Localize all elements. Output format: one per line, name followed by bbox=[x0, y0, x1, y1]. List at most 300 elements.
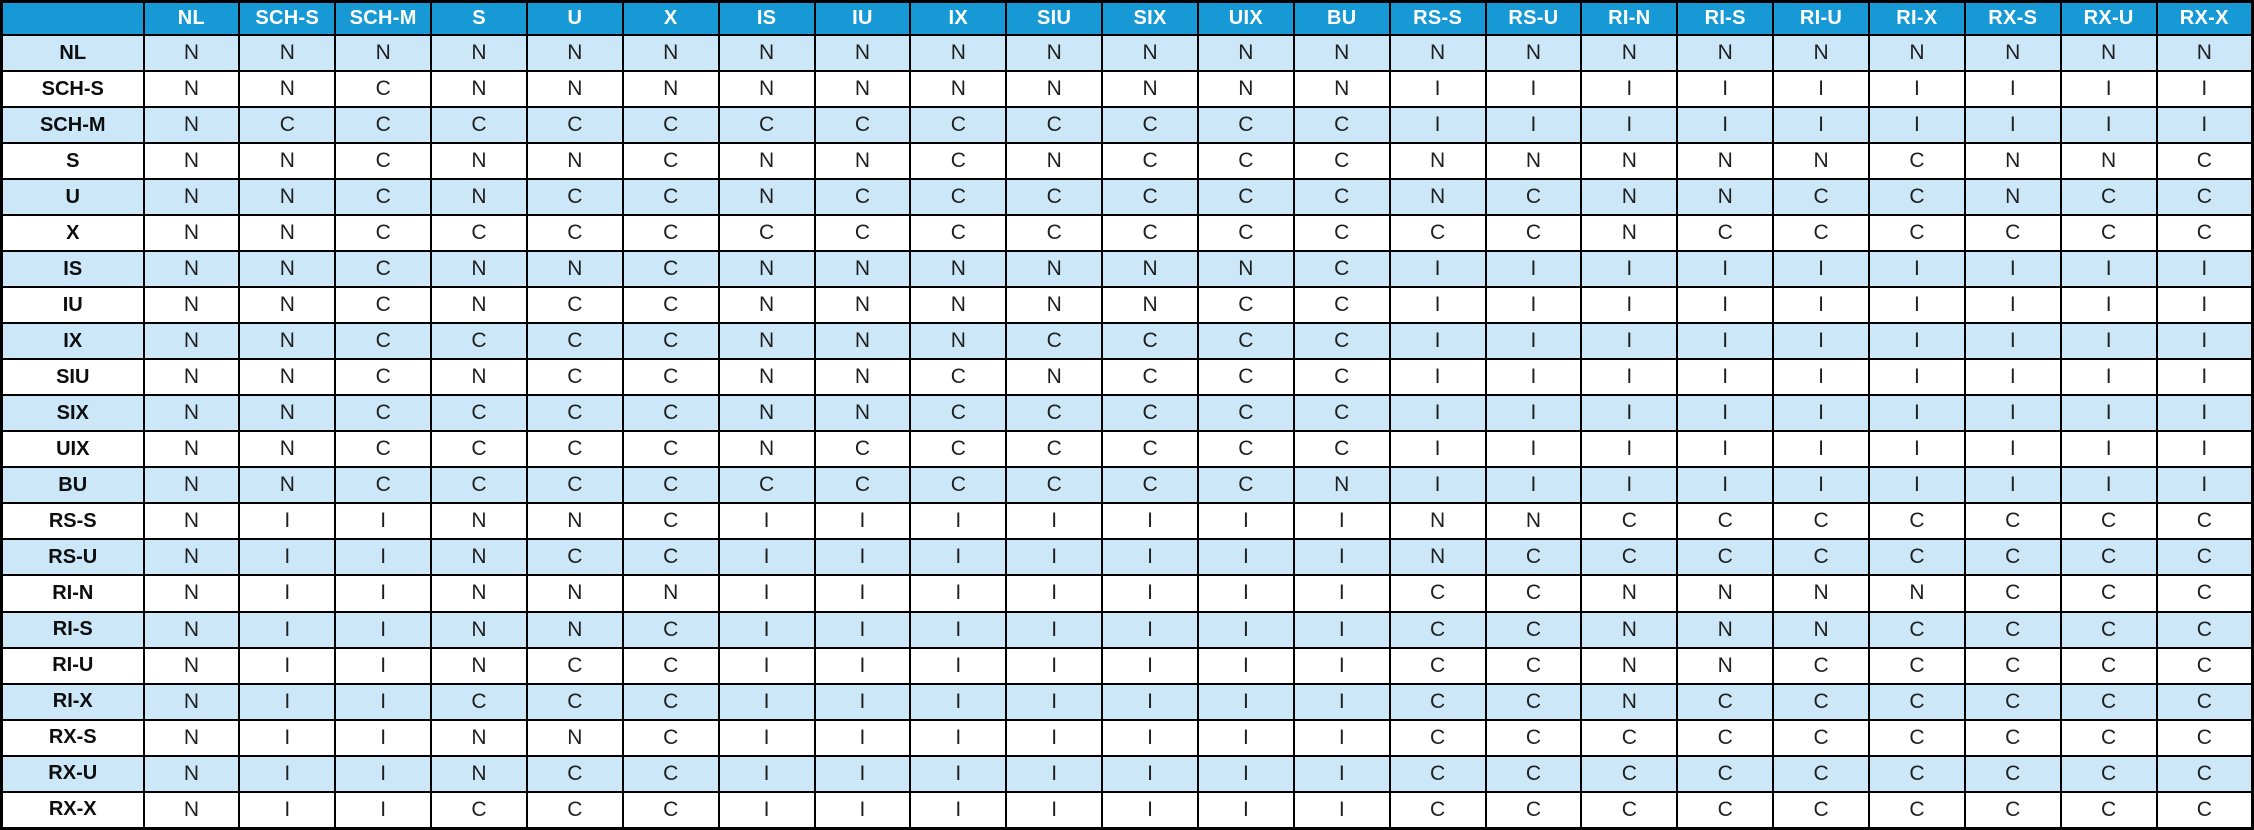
matrix-cell-rx-u-sch-s: I bbox=[239, 756, 335, 792]
matrix-cell-s-six: C bbox=[1102, 143, 1198, 179]
matrix-cell-ri-s-six: I bbox=[1102, 612, 1198, 648]
matrix-cell-ri-u-ri-s: N bbox=[1677, 648, 1773, 684]
matrix-cell-ri-x-six: I bbox=[1102, 684, 1198, 720]
matrix-cell-rx-s-ri-u: C bbox=[1773, 720, 1869, 756]
matrix-cell-x-rs-u: C bbox=[1486, 215, 1582, 251]
matrix-cell-rs-u-sch-s: I bbox=[239, 539, 335, 575]
matrix-cell-x-ix: C bbox=[910, 215, 1006, 251]
matrix-cell-sch-m-six: C bbox=[1102, 107, 1198, 143]
matrix-cell-uix-rs-u: I bbox=[1486, 431, 1582, 467]
matrix-cell-sch-m-sch-s: C bbox=[239, 107, 335, 143]
matrix-cell-rx-u-rx-x: C bbox=[2157, 756, 2253, 792]
matrix-cell-sch-s-ix: N bbox=[910, 71, 1006, 107]
matrix-cell-bu-bu: N bbox=[1294, 467, 1390, 503]
matrix-cell-sch-s-iu: N bbox=[815, 71, 911, 107]
column-header-x: X bbox=[623, 2, 719, 36]
column-header-rx-u: RX-U bbox=[2061, 2, 2157, 36]
matrix-cell-s-bu: C bbox=[1294, 143, 1390, 179]
matrix-cell-rx-x-s: C bbox=[431, 792, 527, 829]
matrix-cell-x-six: C bbox=[1102, 215, 1198, 251]
matrix-cell-rx-s-rs-s: C bbox=[1390, 720, 1486, 756]
matrix-cell-is-ri-s: I bbox=[1677, 251, 1773, 287]
matrix-cell-rx-x-ri-x: C bbox=[1869, 792, 1965, 829]
matrix-cell-rx-u-ix: I bbox=[910, 756, 1006, 792]
matrix-cell-bu-ri-x: I bbox=[1869, 467, 1965, 503]
matrix-cell-bu-sch-m: C bbox=[335, 467, 431, 503]
matrix-cell-is-nl: N bbox=[144, 251, 240, 287]
matrix-cell-iu-rx-u: I bbox=[2061, 287, 2157, 323]
matrix-cell-siu-rx-u: I bbox=[2061, 359, 2157, 395]
matrix-cell-rx-u-nl: N bbox=[144, 756, 240, 792]
matrix-cell-u-ri-u: C bbox=[1773, 179, 1869, 215]
matrix-cell-siu-is: N bbox=[719, 359, 815, 395]
matrix-cell-rx-x-ix: I bbox=[910, 792, 1006, 829]
matrix-cell-six-bu: C bbox=[1294, 395, 1390, 431]
matrix-cell-ix-ri-x: I bbox=[1869, 323, 1965, 359]
matrix-cell-sch-m-nl: N bbox=[144, 107, 240, 143]
matrix-cell-six-ri-n: I bbox=[1581, 395, 1677, 431]
matrix-cell-uix-sch-s: N bbox=[239, 431, 335, 467]
matrix-cell-siu-ri-n: I bbox=[1581, 359, 1677, 395]
matrix-cell-nl-x: N bbox=[623, 35, 719, 71]
matrix-cell-ri-n-nl: N bbox=[144, 575, 240, 611]
matrix-cell-sch-m-ri-x: I bbox=[1869, 107, 1965, 143]
matrix-cell-is-ri-x: I bbox=[1869, 251, 1965, 287]
matrix-cell-six-six: C bbox=[1102, 395, 1198, 431]
matrix-cell-rs-u-nl: N bbox=[144, 539, 240, 575]
matrix-cell-rs-u-ri-n: C bbox=[1581, 539, 1677, 575]
matrix-cell-sch-s-rs-s: I bbox=[1390, 71, 1486, 107]
matrix-cell-s-rx-x: C bbox=[2157, 143, 2253, 179]
matrix-cell-uix-siu: C bbox=[1006, 431, 1102, 467]
matrix-cell-ri-x-rs-u: C bbox=[1486, 684, 1582, 720]
table-header bbox=[2, 2, 2253, 36]
matrix-cell-ri-s-uix: I bbox=[1198, 612, 1294, 648]
matrix-cell-x-ri-n: N bbox=[1581, 215, 1677, 251]
column-header-sch-s: SCH-S bbox=[239, 2, 335, 36]
matrix-cell-u-bu: C bbox=[1294, 179, 1390, 215]
matrix-cell-sch-m-s: C bbox=[431, 107, 527, 143]
matrix-cell-six-x: C bbox=[623, 395, 719, 431]
matrix-cell-nl-ri-x: N bbox=[1869, 35, 1965, 71]
matrix-cell-rs-s-sch-m: I bbox=[335, 503, 431, 539]
matrix-cell-ri-s-rs-s: C bbox=[1390, 612, 1486, 648]
matrix-cell-u-sch-s: N bbox=[239, 179, 335, 215]
matrix-cell-nl-rs-s: N bbox=[1390, 35, 1486, 71]
row-header-uix: UIX bbox=[2, 431, 144, 467]
matrix-row-is bbox=[2, 251, 2253, 287]
matrix-cell-bu-ix: C bbox=[910, 467, 1006, 503]
matrix-cell-x-ri-x: C bbox=[1869, 215, 1965, 251]
matrix-cell-ri-u-ri-u: C bbox=[1773, 648, 1869, 684]
matrix-cell-s-is: N bbox=[719, 143, 815, 179]
matrix-cell-x-uix: C bbox=[1198, 215, 1294, 251]
matrix-cell-rx-x-ri-s: C bbox=[1677, 792, 1773, 829]
matrix-cell-uix-ri-u: I bbox=[1773, 431, 1869, 467]
matrix-cell-x-siu: C bbox=[1006, 215, 1102, 251]
matrix-cell-is-u: N bbox=[527, 251, 623, 287]
matrix-cell-is-rx-u: I bbox=[2061, 251, 2157, 287]
row-header-sch-s: SCH-S bbox=[2, 71, 144, 107]
matrix-cell-siu-sch-m: C bbox=[335, 359, 431, 395]
matrix-cell-ri-s-is: I bbox=[719, 612, 815, 648]
matrix-cell-sch-m-rx-u: I bbox=[2061, 107, 2157, 143]
matrix-cell-rx-x-ri-u: C bbox=[1773, 792, 1869, 829]
matrix-row-ri-x bbox=[2, 684, 2253, 720]
matrix-cell-bu-uix: C bbox=[1198, 467, 1294, 503]
matrix-cell-nl-ri-n: N bbox=[1581, 35, 1677, 71]
header-row bbox=[2, 2, 2253, 36]
matrix-cell-iu-sch-m: C bbox=[335, 287, 431, 323]
matrix-cell-iu-rx-s: I bbox=[1965, 287, 2061, 323]
matrix-cell-sch-s-sch-m: C bbox=[335, 71, 431, 107]
matrix-cell-rs-s-nl: N bbox=[144, 503, 240, 539]
matrix-cell-sch-m-rs-u: I bbox=[1486, 107, 1582, 143]
table-body bbox=[2, 35, 2253, 829]
matrix-cell-ix-ix: N bbox=[910, 323, 1006, 359]
matrix-cell-rx-s-rx-s: C bbox=[1965, 720, 2061, 756]
matrix-cell-rx-x-sch-s: I bbox=[239, 792, 335, 829]
matrix-cell-rx-u-ri-x: C bbox=[1869, 756, 1965, 792]
matrix-cell-is-ri-n: I bbox=[1581, 251, 1677, 287]
matrix-cell-ri-n-rx-x: C bbox=[2157, 575, 2253, 611]
matrix-cell-rx-u-s: N bbox=[431, 756, 527, 792]
matrix-cell-u-iu: C bbox=[815, 179, 911, 215]
matrix-cell-sch-m-ri-n: I bbox=[1581, 107, 1677, 143]
column-header-nl: NL bbox=[144, 2, 240, 36]
matrix-cell-six-siu: C bbox=[1006, 395, 1102, 431]
matrix-cell-is-rs-u: I bbox=[1486, 251, 1582, 287]
matrix-cell-u-siu: C bbox=[1006, 179, 1102, 215]
matrix-cell-rs-u-iu: I bbox=[815, 539, 911, 575]
matrix-row-rs-u bbox=[2, 539, 2253, 575]
matrix-cell-bu-iu: C bbox=[815, 467, 911, 503]
matrix-cell-rx-s-is: I bbox=[719, 720, 815, 756]
matrix-cell-iu-x: C bbox=[623, 287, 719, 323]
matrix-cell-bu-rs-s: I bbox=[1390, 467, 1486, 503]
matrix-cell-uix-u: C bbox=[527, 431, 623, 467]
matrix-cell-rx-s-bu: I bbox=[1294, 720, 1390, 756]
matrix-cell-ri-x-rs-s: C bbox=[1390, 684, 1486, 720]
matrix-cell-rs-u-x: C bbox=[623, 539, 719, 575]
matrix-cell-is-ix: N bbox=[910, 251, 1006, 287]
matrix-cell-ix-nl: N bbox=[144, 323, 240, 359]
matrix-row-ri-n bbox=[2, 575, 2253, 611]
matrix-cell-nl-uix: N bbox=[1198, 35, 1294, 71]
matrix-cell-is-sch-s: N bbox=[239, 251, 335, 287]
matrix-cell-is-x: C bbox=[623, 251, 719, 287]
matrix-cell-s-nl: N bbox=[144, 143, 240, 179]
matrix-cell-uix-ri-x: I bbox=[1869, 431, 1965, 467]
matrix-cell-ri-n-rs-s: C bbox=[1390, 575, 1486, 611]
matrix-cell-nl-ix: N bbox=[910, 35, 1006, 71]
matrix-cell-rs-s-iu: I bbox=[815, 503, 911, 539]
matrix-cell-ri-s-rx-u: C bbox=[2061, 612, 2157, 648]
matrix-cell-nl-rx-x: N bbox=[2157, 35, 2253, 71]
matrix-cell-rs-u-rs-s: N bbox=[1390, 539, 1486, 575]
matrix-cell-iu-siu: N bbox=[1006, 287, 1102, 323]
matrix-cell-s-rx-u: N bbox=[2061, 143, 2157, 179]
row-header-x: X bbox=[2, 215, 144, 251]
matrix-cell-sch-s-ri-s: I bbox=[1677, 71, 1773, 107]
matrix-cell-s-x: C bbox=[623, 143, 719, 179]
column-header-u: U bbox=[527, 2, 623, 36]
matrix-cell-ri-u-six: I bbox=[1102, 648, 1198, 684]
matrix-cell-ri-u-siu: I bbox=[1006, 648, 1102, 684]
matrix-cell-ri-s-rx-x: C bbox=[2157, 612, 2253, 648]
matrix-row-ri-u bbox=[2, 648, 2253, 684]
matrix-cell-uix-rx-s: I bbox=[1965, 431, 2061, 467]
matrix-cell-u-nl: N bbox=[144, 179, 240, 215]
matrix-cell-bu-s: C bbox=[431, 467, 527, 503]
matrix-cell-ri-u-rx-s: C bbox=[1965, 648, 2061, 684]
matrix-cell-ri-n-x: N bbox=[623, 575, 719, 611]
matrix-cell-is-s: N bbox=[431, 251, 527, 287]
matrix-cell-rx-u-six: I bbox=[1102, 756, 1198, 792]
matrix-cell-ri-n-uix: I bbox=[1198, 575, 1294, 611]
matrix-cell-ri-n-ri-x: N bbox=[1869, 575, 1965, 611]
matrix-cell-rs-s-rx-u: C bbox=[2061, 503, 2157, 539]
column-header-ri-s: RI-S bbox=[1677, 2, 1773, 36]
matrix-cell-six-sch-s: N bbox=[239, 395, 335, 431]
matrix-cell-ri-n-sch-m: I bbox=[335, 575, 431, 611]
row-header-ri-n: RI-N bbox=[2, 575, 144, 611]
matrix-cell-s-rs-u: N bbox=[1486, 143, 1582, 179]
matrix-cell-siu-iu: N bbox=[815, 359, 911, 395]
matrix-cell-rx-x-rs-u: C bbox=[1486, 792, 1582, 829]
matrix-cell-siu-siu: N bbox=[1006, 359, 1102, 395]
matrix-cell-ri-s-u: N bbox=[527, 612, 623, 648]
matrix-cell-bu-rx-s: I bbox=[1965, 467, 2061, 503]
matrix-cell-x-ri-s: C bbox=[1677, 215, 1773, 251]
row-header-sch-m: SCH-M bbox=[2, 107, 144, 143]
matrix-cell-iu-bu: C bbox=[1294, 287, 1390, 323]
matrix-cell-ri-u-nl: N bbox=[144, 648, 240, 684]
matrix-cell-ix-s: C bbox=[431, 323, 527, 359]
matrix-cell-rx-s-ri-n: C bbox=[1581, 720, 1677, 756]
matrix-cell-rs-s-sch-s: I bbox=[239, 503, 335, 539]
matrix-cell-ix-bu: C bbox=[1294, 323, 1390, 359]
matrix-cell-ri-x-rx-u: C bbox=[2061, 684, 2157, 720]
matrix-cell-uix-uix: C bbox=[1198, 431, 1294, 467]
matrix-cell-ri-n-iu: I bbox=[815, 575, 911, 611]
matrix-cell-sch-s-nl: N bbox=[144, 71, 240, 107]
matrix-cell-s-ix: C bbox=[910, 143, 1006, 179]
matrix-cell-iu-ri-n: I bbox=[1581, 287, 1677, 323]
matrix-cell-ri-n-sch-s: I bbox=[239, 575, 335, 611]
column-header-rx-x: RX-X bbox=[2157, 2, 2253, 36]
matrix-cell-sch-s-rs-u: I bbox=[1486, 71, 1582, 107]
matrix-cell-s-rx-s: N bbox=[1965, 143, 2061, 179]
matrix-cell-rx-x-x: C bbox=[623, 792, 719, 829]
row-header-rx-x: RX-X bbox=[2, 792, 144, 829]
matrix-cell-nl-iu: N bbox=[815, 35, 911, 71]
matrix-cell-rs-u-u: C bbox=[527, 539, 623, 575]
row-header-six: SIX bbox=[2, 395, 144, 431]
matrix-cell-six-rx-u: I bbox=[2061, 395, 2157, 431]
matrix-cell-bu-siu: C bbox=[1006, 467, 1102, 503]
matrix-cell-rx-s-six: I bbox=[1102, 720, 1198, 756]
matrix-cell-ri-s-x: C bbox=[623, 612, 719, 648]
matrix-cell-rx-x-nl: N bbox=[144, 792, 240, 829]
matrix-cell-iu-rs-u: I bbox=[1486, 287, 1582, 323]
matrix-cell-x-s: C bbox=[431, 215, 527, 251]
matrix-cell-ri-n-ri-s: N bbox=[1677, 575, 1773, 611]
matrix-cell-ri-x-x: C bbox=[623, 684, 719, 720]
matrix-cell-ri-x-sch-s: I bbox=[239, 684, 335, 720]
matrix-cell-is-siu: N bbox=[1006, 251, 1102, 287]
row-header-rs-s: RS-S bbox=[2, 503, 144, 539]
matrix-cell-sch-m-is: C bbox=[719, 107, 815, 143]
matrix-cell-ri-x-bu: I bbox=[1294, 684, 1390, 720]
matrix-cell-rx-s-nl: N bbox=[144, 720, 240, 756]
matrix-cell-ri-x-s: C bbox=[431, 684, 527, 720]
matrix-cell-rx-u-ri-n: C bbox=[1581, 756, 1677, 792]
column-header-ix: IX bbox=[910, 2, 1006, 36]
matrix-cell-sch-s-s: N bbox=[431, 71, 527, 107]
matrix-cell-rx-s-rx-u: C bbox=[2061, 720, 2157, 756]
matrix-cell-ri-x-u: C bbox=[527, 684, 623, 720]
matrix-cell-rs-s-rx-x: C bbox=[2157, 503, 2253, 539]
matrix-cell-rx-s-ri-s: C bbox=[1677, 720, 1773, 756]
matrix-cell-uix-six: C bbox=[1102, 431, 1198, 467]
matrix-cell-ix-rs-u: I bbox=[1486, 323, 1582, 359]
matrix-cell-u-is: N bbox=[719, 179, 815, 215]
matrix-cell-ri-n-rs-u: C bbox=[1486, 575, 1582, 611]
matrix-cell-ri-x-nl: N bbox=[144, 684, 240, 720]
matrix-cell-s-siu: N bbox=[1006, 143, 1102, 179]
matrix-cell-x-x: C bbox=[623, 215, 719, 251]
matrix-cell-ri-s-ri-x: C bbox=[1869, 612, 1965, 648]
matrix-cell-ri-s-s: N bbox=[431, 612, 527, 648]
matrix-cell-iu-s: N bbox=[431, 287, 527, 323]
matrix-cell-ri-u-uix: I bbox=[1198, 648, 1294, 684]
matrix-cell-u-ri-x: C bbox=[1869, 179, 1965, 215]
matrix-cell-rs-s-six: I bbox=[1102, 503, 1198, 539]
matrix-cell-is-six: N bbox=[1102, 251, 1198, 287]
matrix-cell-rx-s-rs-u: C bbox=[1486, 720, 1582, 756]
matrix-cell-rx-s-rx-x: C bbox=[2157, 720, 2253, 756]
matrix-cell-siu-rx-x: I bbox=[2157, 359, 2253, 395]
row-header-siu: SIU bbox=[2, 359, 144, 395]
matrix-cell-ri-x-is: I bbox=[719, 684, 815, 720]
matrix-cell-x-rx-s: C bbox=[1965, 215, 2061, 251]
matrix-cell-ix-is: N bbox=[719, 323, 815, 359]
matrix-cell-uix-x: C bbox=[623, 431, 719, 467]
matrix-cell-bu-rx-u: I bbox=[2061, 467, 2157, 503]
matrix-cell-rx-x-iu: I bbox=[815, 792, 911, 829]
column-header-uix: UIX bbox=[1198, 2, 1294, 36]
matrix-cell-ri-s-siu: I bbox=[1006, 612, 1102, 648]
matrix-cell-six-u: C bbox=[527, 395, 623, 431]
matrix-cell-siu-u: C bbox=[527, 359, 623, 395]
matrix-cell-nl-rx-u: N bbox=[2061, 35, 2157, 71]
matrix-cell-ix-uix: C bbox=[1198, 323, 1294, 359]
matrix-cell-ri-x-ri-u: C bbox=[1773, 684, 1869, 720]
matrix-cell-nl-sch-s: N bbox=[239, 35, 335, 71]
matrix-cell-six-is: N bbox=[719, 395, 815, 431]
column-header-is: IS bbox=[719, 2, 815, 36]
matrix-cell-siu-rs-u: I bbox=[1486, 359, 1582, 395]
matrix-cell-rs-s-rs-u: N bbox=[1486, 503, 1582, 539]
matrix-cell-sch-m-rs-s: I bbox=[1390, 107, 1486, 143]
matrix-cell-six-ri-s: I bbox=[1677, 395, 1773, 431]
matrix-cell-ri-x-ri-n: N bbox=[1581, 684, 1677, 720]
matrix-cell-sch-s-x: N bbox=[623, 71, 719, 107]
matrix-cell-nl-ri-s: N bbox=[1677, 35, 1773, 71]
matrix-cell-ri-n-ix: I bbox=[910, 575, 1006, 611]
matrix-cell-rx-u-is: I bbox=[719, 756, 815, 792]
matrix-cell-u-rx-x: C bbox=[2157, 179, 2253, 215]
matrix-cell-iu-rx-x: I bbox=[2157, 287, 2253, 323]
matrix-cell-rs-s-siu: I bbox=[1006, 503, 1102, 539]
matrix-cell-s-u: N bbox=[527, 143, 623, 179]
matrix-cell-six-rx-s: I bbox=[1965, 395, 2061, 431]
matrix-cell-rx-x-rx-s: C bbox=[1965, 792, 2061, 829]
column-header-ri-n: RI-N bbox=[1581, 2, 1677, 36]
matrix-cell-nl-sch-m: N bbox=[335, 35, 431, 71]
matrix-cell-nl-bu: N bbox=[1294, 35, 1390, 71]
matrix-cell-ri-u-bu: I bbox=[1294, 648, 1390, 684]
matrix-row-sch-m bbox=[2, 107, 2253, 143]
matrix-cell-six-ri-u: I bbox=[1773, 395, 1869, 431]
matrix-cell-siu-ri-x: I bbox=[1869, 359, 1965, 395]
matrix-cell-rs-u-uix: I bbox=[1198, 539, 1294, 575]
matrix-cell-ix-x: C bbox=[623, 323, 719, 359]
matrix-cell-siu-rs-s: I bbox=[1390, 359, 1486, 395]
matrix-cell-nl-ri-u: N bbox=[1773, 35, 1869, 71]
matrix-cell-sch-s-bu: N bbox=[1294, 71, 1390, 107]
matrix-cell-u-six: C bbox=[1102, 179, 1198, 215]
matrix-cell-uix-is: N bbox=[719, 431, 815, 467]
matrix-cell-ri-u-u: C bbox=[527, 648, 623, 684]
matrix-cell-rx-s-x: C bbox=[623, 720, 719, 756]
matrix-cell-ix-rs-s: I bbox=[1390, 323, 1486, 359]
row-header-nl: NL bbox=[2, 35, 144, 71]
matrix-cell-sch-s-rx-x: I bbox=[2157, 71, 2253, 107]
matrix-cell-ix-iu: N bbox=[815, 323, 911, 359]
matrix-cell-rx-x-rx-x: C bbox=[2157, 792, 2253, 829]
matrix-cell-ri-u-ri-x: C bbox=[1869, 648, 1965, 684]
matrix-cell-ri-s-ri-s: N bbox=[1677, 612, 1773, 648]
matrix-cell-ri-u-ri-n: N bbox=[1581, 648, 1677, 684]
matrix-cell-nl-s: N bbox=[431, 35, 527, 71]
matrix-cell-rs-u-six: I bbox=[1102, 539, 1198, 575]
matrix-cell-rx-u-x: C bbox=[623, 756, 719, 792]
matrix-cell-rs-s-ri-n: C bbox=[1581, 503, 1677, 539]
matrix-cell-six-uix: C bbox=[1198, 395, 1294, 431]
matrix-cell-rx-u-rx-s: C bbox=[1965, 756, 2061, 792]
matrix-cell-uix-s: C bbox=[431, 431, 527, 467]
matrix-row-bu bbox=[2, 467, 2253, 503]
matrix-cell-rx-u-iu: I bbox=[815, 756, 911, 792]
matrix-cell-six-iu: N bbox=[815, 395, 911, 431]
matrix-cell-ix-sch-s: N bbox=[239, 323, 335, 359]
matrix-row-sch-s bbox=[2, 71, 2253, 107]
matrix-cell-bu-six: C bbox=[1102, 467, 1198, 503]
matrix-cell-uix-ri-s: I bbox=[1677, 431, 1773, 467]
matrix-cell-u-x: C bbox=[623, 179, 719, 215]
matrix-cell-ri-x-ix: I bbox=[910, 684, 1006, 720]
matrix-cell-rx-x-six: I bbox=[1102, 792, 1198, 829]
matrix-cell-ri-n-six: I bbox=[1102, 575, 1198, 611]
column-header-iu: IU bbox=[815, 2, 911, 36]
matrix-cell-rx-u-uix: I bbox=[1198, 756, 1294, 792]
matrix-cell-rx-x-rx-u: C bbox=[2061, 792, 2157, 829]
matrix-cell-is-rx-s: I bbox=[1965, 251, 2061, 287]
column-header-rs-s: RS-S bbox=[1390, 2, 1486, 36]
column-header-siu: SIU bbox=[1006, 2, 1102, 36]
